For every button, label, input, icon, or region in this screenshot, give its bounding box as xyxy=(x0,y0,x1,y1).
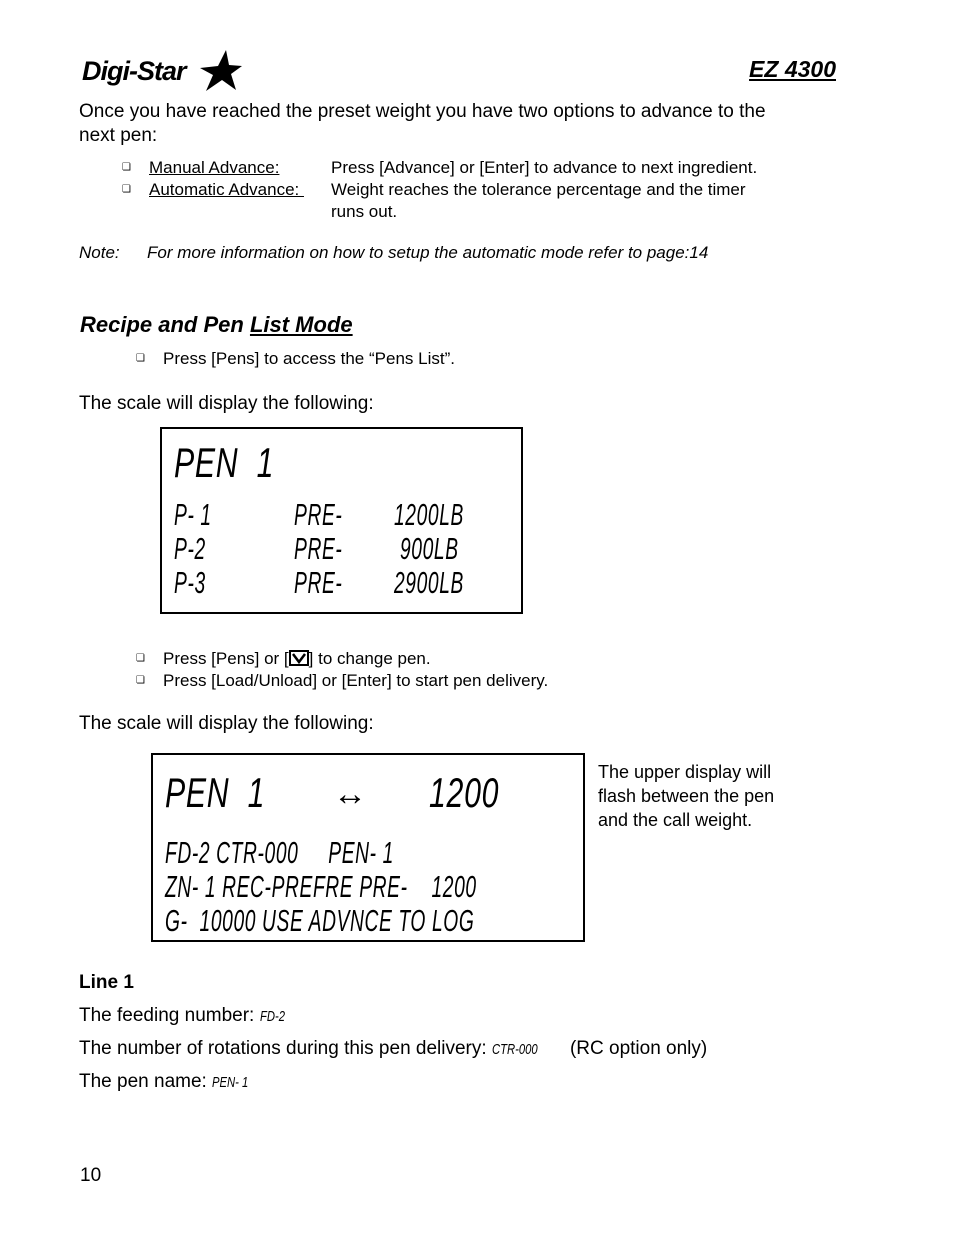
display-intro-1: The scale will display the following: xyxy=(79,393,374,414)
side-note-line: The upper display will xyxy=(598,762,772,782)
display-intro-2: The scale will display the following: xyxy=(79,713,374,734)
rotations-suffix: (RC option only) xyxy=(569,1038,708,1059)
step-change-pen-text-before: Press [Pens] or [ xyxy=(163,649,289,668)
side-note-line: flash between the pen xyxy=(598,786,775,806)
automatic-advance-desc-1: Weight reaches the tolerance percentage and the timer xyxy=(331,180,746,199)
star-icon xyxy=(198,50,242,92)
feeding-number-value: FD-2 xyxy=(259,1008,285,1025)
lcd-display-pen-delivery xyxy=(151,753,585,942)
model-name: EZ 4300 xyxy=(749,56,836,82)
manual-advance-label: Manual Advance: xyxy=(149,158,280,177)
down-arrow-key-icon xyxy=(289,650,309,666)
lcd-row-value: 900LB xyxy=(394,531,459,566)
lcd-row-pen: P-3 xyxy=(174,565,206,600)
manual-advance-desc: Press [Advance] or [Enter] to advance to next ingredient. xyxy=(331,158,758,177)
lcd-row-pre: PRE- xyxy=(294,497,343,532)
step-press-pens: Press [Pens] to access the “Pens List”. xyxy=(163,349,455,368)
page-number: 10 xyxy=(80,1165,102,1186)
automatic-advance-label: Automatic Advance: xyxy=(149,180,304,199)
feeding-number-label: The feeding number: xyxy=(79,1005,260,1026)
step-change-pen-text-after: ] to change pen. xyxy=(308,649,431,668)
pen-name-line xyxy=(79,1070,260,1095)
line1-title: Line 1 xyxy=(79,972,134,993)
side-note-line: and the call weight. xyxy=(598,810,753,830)
lcd-pen-title: PEN 1 xyxy=(165,769,266,816)
logo-text: Digi-Star xyxy=(82,56,186,86)
square-bullet-icon: ❏ xyxy=(136,675,145,686)
lcd-row-value: 2900LB xyxy=(394,565,464,600)
flash-arrow-icon: ↔ xyxy=(333,775,367,813)
lcd-row-pen: P-2 xyxy=(174,531,206,566)
lcd-line-2: FD-2 CTR-000 PEN- 1 xyxy=(165,835,394,870)
step-start-delivery: Press [Load/Unload] or [Enter] to start pen delivery. xyxy=(163,671,549,690)
lcd-line-3: ZN- 1 REC-PREFRE PRE- 1200 xyxy=(165,869,477,904)
lcd-row-pen: P- 1 xyxy=(174,497,212,532)
lcd-call-weight: 1200 xyxy=(429,769,500,816)
digistar-logo xyxy=(80,48,245,94)
section-title xyxy=(80,312,353,338)
square-bullet-icon: ❏ xyxy=(122,184,131,195)
pen-name-value: PEN- 1 xyxy=(212,1074,249,1091)
section-title-underlined: List Mode xyxy=(249,312,353,337)
lcd-display-pens-list xyxy=(160,427,523,614)
lcd-row-pre: PRE- xyxy=(294,565,343,600)
square-bullet-icon: ❏ xyxy=(122,162,131,173)
lcd-pen-title: PEN 1 xyxy=(174,439,275,486)
side-note xyxy=(598,760,774,832)
section-title-plain: Recipe and Pen xyxy=(80,312,250,337)
automatic-advance-desc-2: runs out. xyxy=(331,202,398,221)
pen-name-label: The pen name: xyxy=(79,1071,213,1092)
feeding-number-line xyxy=(79,1004,293,1029)
square-bullet-icon: ❏ xyxy=(136,653,145,664)
intro-line-2: next pen: xyxy=(79,125,158,146)
note-text: For more information on how to setup the automatic mode refer to page:14 xyxy=(147,243,709,262)
rotations-label: The number of rotations during this pen delivery: xyxy=(79,1038,492,1059)
lcd-line-4: G- 10000 USE ADVNCE TO LOG xyxy=(165,903,475,938)
rotations-line xyxy=(79,1037,707,1062)
intro-line-1: Once you have reached the preset weight you have two options to advance to the xyxy=(79,101,766,122)
step-change-pen xyxy=(163,648,431,670)
square-bullet-icon: ❏ xyxy=(136,353,145,364)
lcd-row-value: 1200LB xyxy=(394,497,464,532)
note-label: Note: xyxy=(79,243,120,262)
rotations-value: CTR-000 xyxy=(491,1041,538,1058)
lcd-row-pre: PRE- xyxy=(294,531,343,566)
